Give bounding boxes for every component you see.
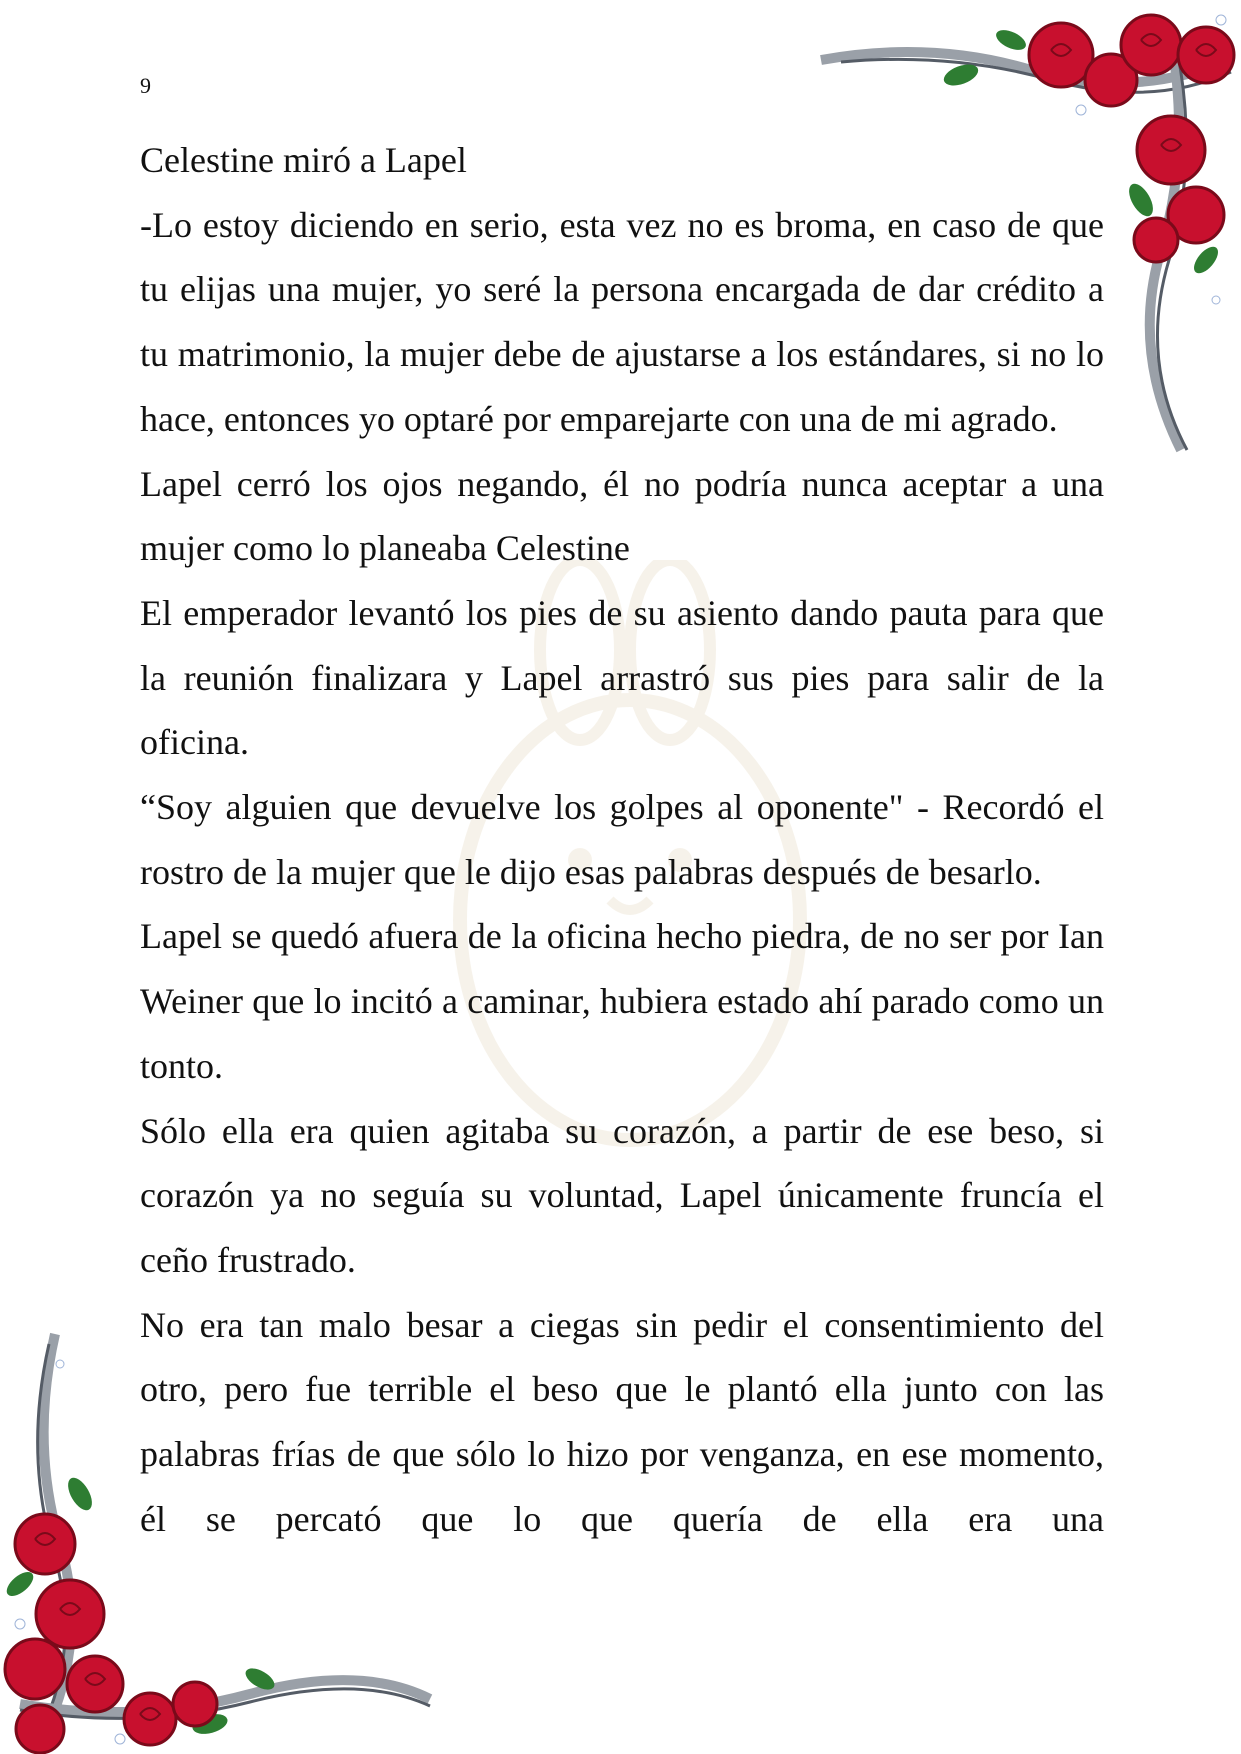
paragraph: -Lo estoy diciendo en serio, esta vez no es broma, en caso de que tu elijas una mujer, yo seré la persona encargada de dar crédito a tu matrimonio, la mujer debe de ajustarse a los estándares, si no lo hace, entonces yo optaré por emparejarte con una de mi agrado. xyxy=(140,204,1104,439)
page-number: 9 xyxy=(140,73,151,98)
text-body xyxy=(140,128,1104,1551)
paragraph: El emperador levantó los pies de su asiento dando pauta para que la reunión finalizara y Lapel arrastró sus pies para salir de la oficina. xyxy=(140,592,1104,763)
paragraph: Lapel se quedó afuera de la oficina hecho piedra, de no ser por Ian Weiner que lo incitó a caminar, hubiera estado ahí parado como un tonto. xyxy=(140,916,1104,1086)
paragraph: No era tan malo besar a ciegas sin pedir el consentimiento del otro, pero fue terrible el beso que le plantó ella junto con las palabras frías de que sólo lo hizo por venganza, en ese momento, él se percató que lo que quería de ella era una xyxy=(140,1304,1104,1539)
paragraph: Lapel cerró los ojos negando, él no podría nunca aceptar a una mujer como lo planeaba Celestine xyxy=(140,463,1104,569)
paragraph: Sólo ella era quien agitaba su corazón, a partir de ese beso, si corazón ya no seguía su voluntad, Lapel únicamente fruncía el ceño frustrado. xyxy=(140,1110,1104,1280)
paragraph: “Soy alguien que devuelve los golpes al oponente" - Recordó el rostro de la mujer que le dijo esas palabras después de besarlo. xyxy=(140,787,1104,892)
paragraph: Celestine miró a Lapel xyxy=(140,140,467,180)
